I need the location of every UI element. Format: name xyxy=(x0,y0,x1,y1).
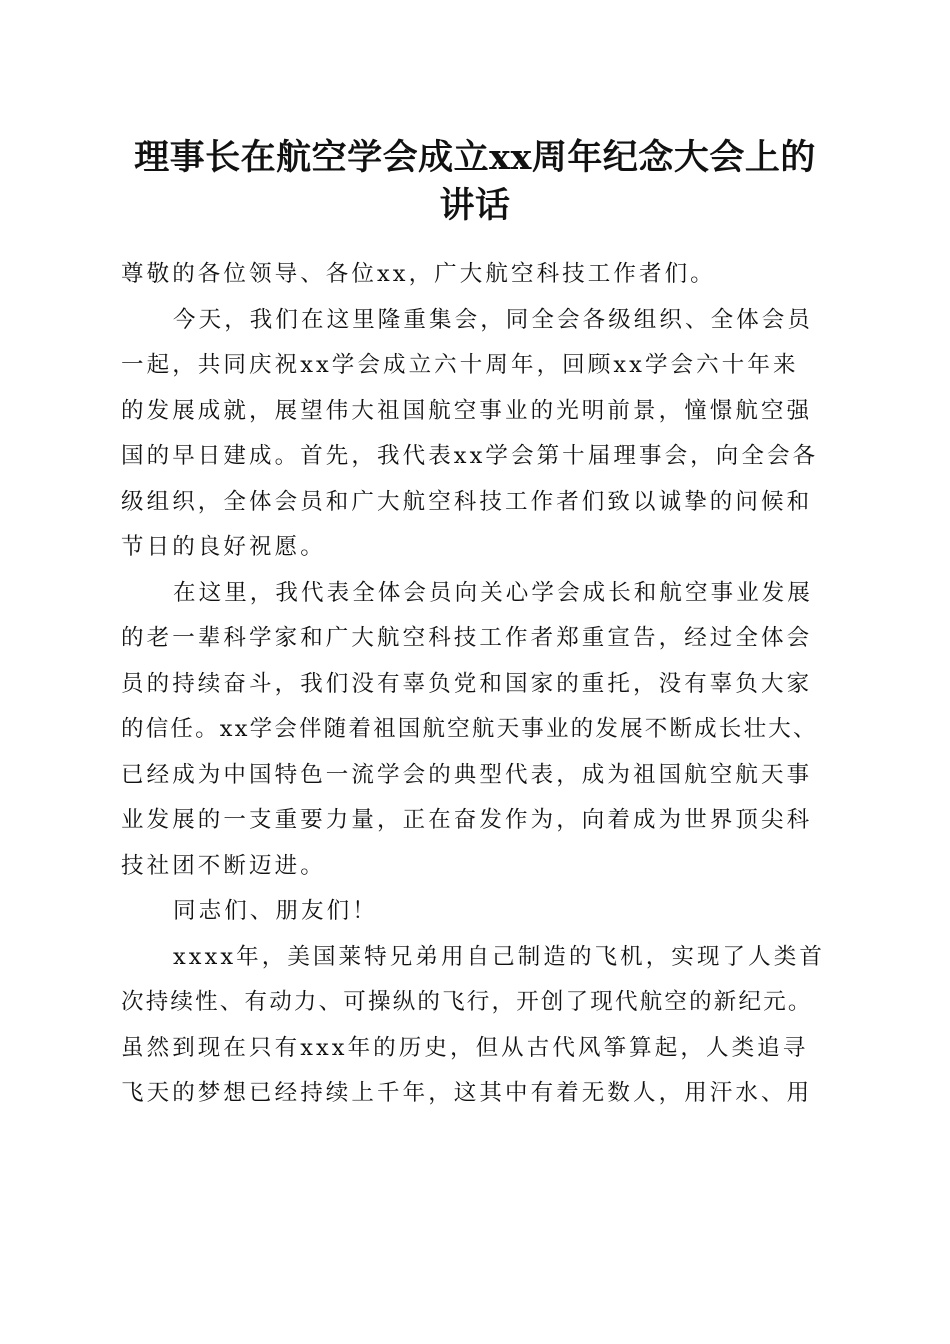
title-line-1: 理事长在航空学会成立xx周年纪念大会上的 xyxy=(134,137,816,178)
paragraph-line: 的老一辈科学家和广大航空科技工作者郑重宣告，经过全体会 xyxy=(121,625,813,651)
greeting-line: 同志们、朋友们！ xyxy=(173,898,378,924)
paragraph-line: 已经成为中国特色一流学会的典型代表，成为祖国航空航天事 xyxy=(121,761,813,788)
paragraph-line: 虽然到现在只有xxx年的历史，但从古代风筝算起，人类追寻 xyxy=(121,1034,809,1061)
paragraph-line: xxxx年，美国莱特兄弟用自己制造的飞机，实现了人类首 xyxy=(173,943,825,970)
document-body xyxy=(121,252,841,1117)
paragraph-line: 员的持续奋斗，我们没有辜负党和国家的重托，没有辜负大家 xyxy=(121,670,813,697)
paragraph-line: 飞天的梦想已经持续上千年，这其中有着无数人，用汗水、用 xyxy=(121,1080,813,1106)
paragraph-line: 节日的良好祝愿。 xyxy=(121,534,326,560)
salutation-line: 尊敬的各位领导、各位xx，广大航空科技工作者们。 xyxy=(121,261,716,287)
document-title xyxy=(110,134,840,230)
paragraph-line: 业发展的一支重要力量，正在奋发作为，向着成为世界顶尖科 xyxy=(121,807,813,833)
paragraph-line: 的信任。xx学会伴随着祖国航空航天事业的发展不断成长壮大、 xyxy=(121,716,818,742)
paragraph-line: 在这里，我代表全体会员向关心学会成长和航空事业发展 xyxy=(173,579,814,606)
paragraph-line: 的发展成就，展望伟大祖国航空事业的光明前景，憧憬航空强 xyxy=(121,397,813,424)
paragraph-line: 级组织，全体会员和广大航空科技工作者们致以诚挚的问候和 xyxy=(121,488,813,515)
paragraph-line: 国的早日建成。首先，我代表xx学会第十届理事会，向全会各 xyxy=(121,443,819,469)
title-line-2: 讲话 xyxy=(439,185,511,226)
paragraph-line: 今天，我们在这里隆重集会，同全会各级组织、全体会员 xyxy=(173,306,814,333)
paragraph-line: 次持续性、有动力、可操纵的飞行，开创了现代航空的新纪元。 xyxy=(121,989,813,1015)
paragraph-line: 一起，共同庆祝xx学会成立六十周年，回顾xx学会六十年来 xyxy=(121,352,799,378)
paragraph-line: 技社团不断迈进。 xyxy=(121,852,326,879)
